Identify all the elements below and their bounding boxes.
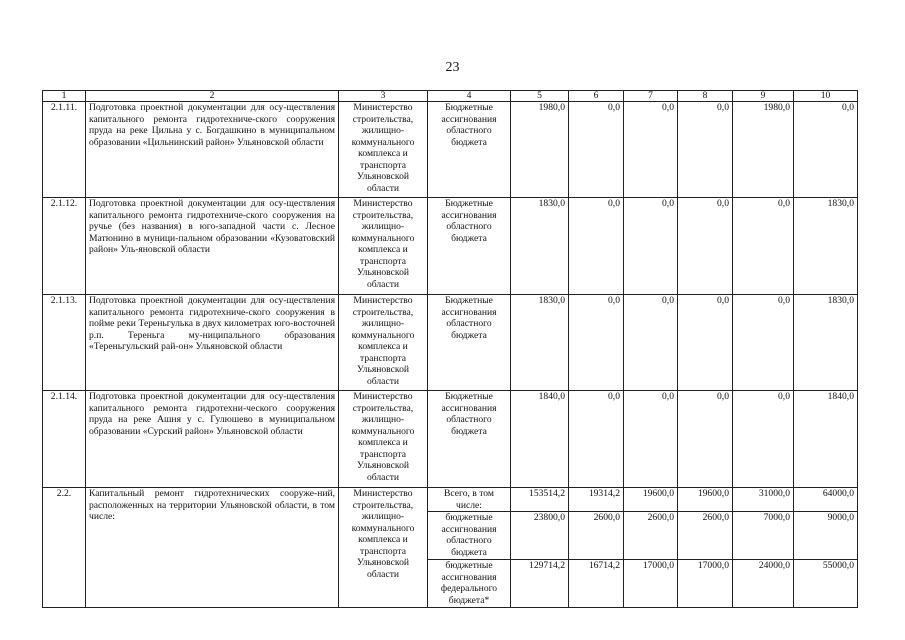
funding-source: Бюджетные ассигнования областного бюджета: [428, 198, 511, 295]
column-header: 9: [733, 91, 794, 102]
item-number: 2.1.11.: [43, 102, 86, 198]
funding-source: Бюджетные ассигнования областного бюджета: [428, 295, 511, 391]
value-cell: 19600,0: [678, 488, 733, 512]
funding-source: Всего, в том числе:: [428, 488, 511, 512]
value-cell: 0,0: [569, 102, 624, 198]
column-header: 4: [428, 91, 511, 102]
value-cell: 16714,2: [569, 560, 624, 608]
column-number-row: [43, 91, 858, 102]
value-cell: 1830,0: [794, 198, 858, 295]
funding-source: бюджетные ассигнования федерального бюджета*: [428, 560, 511, 608]
value-cell: 0,0: [733, 391, 794, 488]
funding-source: Бюджетные ассигнования областного бюджета: [428, 102, 511, 198]
item-number: 2.2.: [43, 488, 86, 608]
program-table: [42, 90, 858, 608]
value-cell: 19600,0: [624, 488, 678, 512]
value-cell: 17000,0: [624, 560, 678, 608]
value-cell: 9000,0: [794, 512, 858, 560]
value-cell: 0,0: [624, 295, 678, 391]
value-cell: 55000,0: [794, 560, 858, 608]
value-cell: 0,0: [733, 295, 794, 391]
value-cell: 2600,0: [678, 512, 733, 560]
item-description: Подготовка проектной документации для осу-ществления капитального ремонта гидротехниче-ского сооружения в пойме реки Тереньгулька в двух километрах юго-восточней р.п. Тереньга му-ниципального образования «Тереньгульский рай-он» Ульяновской области: [86, 295, 339, 391]
responsible-organization: Министерство строительства, жилищно-коммунального комплекса и транспорта Ульяновской области: [339, 488, 428, 608]
value-cell: 1840,0: [794, 391, 858, 488]
column-header: 7: [624, 91, 678, 102]
column-header: 8: [678, 91, 733, 102]
table-row: [43, 102, 858, 198]
column-header: 3: [339, 91, 428, 102]
value-cell: 0,0: [624, 198, 678, 295]
item-number: 2.1.13.: [43, 295, 86, 391]
value-cell: 1840,0: [511, 391, 569, 488]
value-cell: 7000,0: [733, 512, 794, 560]
value-cell: 0,0: [624, 102, 678, 198]
table-row: [43, 391, 858, 488]
responsible-organization: Министерство строительства, жилищно-коммунального комплекса и транспорта Ульяновской области: [339, 102, 428, 198]
page-number: 23: [445, 60, 460, 75]
value-cell: 0,0: [794, 102, 858, 198]
responsible-organization: Министерство строительства, жилищно-коммунального комплекса и транспорта Ульяновской области: [339, 198, 428, 295]
responsible-organization: Министерство строительства, жилищно-коммунального комплекса и транспорта Ульяновской области: [339, 391, 428, 488]
value-cell: 0,0: [678, 295, 733, 391]
item-number: 2.1.12.: [43, 198, 86, 295]
item-description: Подготовка проектной документации для осу-ществления капитального ремонта гидротехниче-ского сооружения на ручье (без названия) в юго-западной части с. Лесное Матюнино в муници-пальном образовании «Кузоватовский район» Уль-яновской области: [86, 198, 339, 295]
value-cell: 0,0: [733, 198, 794, 295]
value-cell: 1830,0: [511, 198, 569, 295]
value-cell: 0,0: [678, 102, 733, 198]
column-header: 6: [569, 91, 624, 102]
column-header: 10: [794, 91, 858, 102]
item-number: 2.1.14.: [43, 391, 86, 488]
value-cell: 24000,0: [733, 560, 794, 608]
item-description: Подготовка проектной документации для осу-ществления капитального ремонта гидротехни-ческого сооружения пруда на реке Ашня у с. Гулюшево в муниципальном образовании «Сурский район» Ульяновской области: [86, 391, 339, 488]
value-cell: 0,0: [569, 391, 624, 488]
value-cell: 0,0: [624, 391, 678, 488]
item-description: Подготовка проектной документации для осу-ществления капитального ремонта гидротехниче-ского сооружения пруда на реке Цильна у с. Богдашкино в муниципальном образовании «Цильнинский район» Ульяновской области: [86, 102, 339, 198]
value-cell: 31000,0: [733, 488, 794, 512]
funding-source: Бюджетные ассигнования областного бюджета: [428, 391, 511, 488]
value-cell: 64000,0: [794, 488, 858, 512]
value-cell: 153514,2: [511, 488, 569, 512]
table-row: [43, 295, 858, 391]
table-row: [43, 198, 858, 295]
value-cell: 0,0: [678, 391, 733, 488]
value-cell: 17000,0: [678, 560, 733, 608]
value-cell: 1830,0: [794, 295, 858, 391]
table-row-total: [43, 488, 858, 512]
value-cell: 1980,0: [511, 102, 569, 198]
column-header: 1: [43, 91, 86, 102]
value-cell: 2600,0: [569, 512, 624, 560]
value-cell: 0,0: [569, 295, 624, 391]
value-cell: 2600,0: [624, 512, 678, 560]
column-header: 5: [511, 91, 569, 102]
value-cell: 0,0: [678, 198, 733, 295]
column-header: 2: [86, 91, 339, 102]
responsible-organization: Министерство строительства, жилищно-коммунального комплекса и транспорта Ульяновской области: [339, 295, 428, 391]
value-cell: 129714,2: [511, 560, 569, 608]
value-cell: 23800,0: [511, 512, 569, 560]
value-cell: 1980,0: [733, 102, 794, 198]
value-cell: 0,0: [569, 198, 624, 295]
value-cell: 1830,0: [511, 295, 569, 391]
item-description: Капитальный ремонт гидротехнических сооруже-ний, расположенных на территории Ульяновской области, в том числе:: [86, 488, 339, 608]
funding-source: бюджетные ассигнования областного бюджета: [428, 512, 511, 560]
value-cell: 19314,2: [569, 488, 624, 512]
